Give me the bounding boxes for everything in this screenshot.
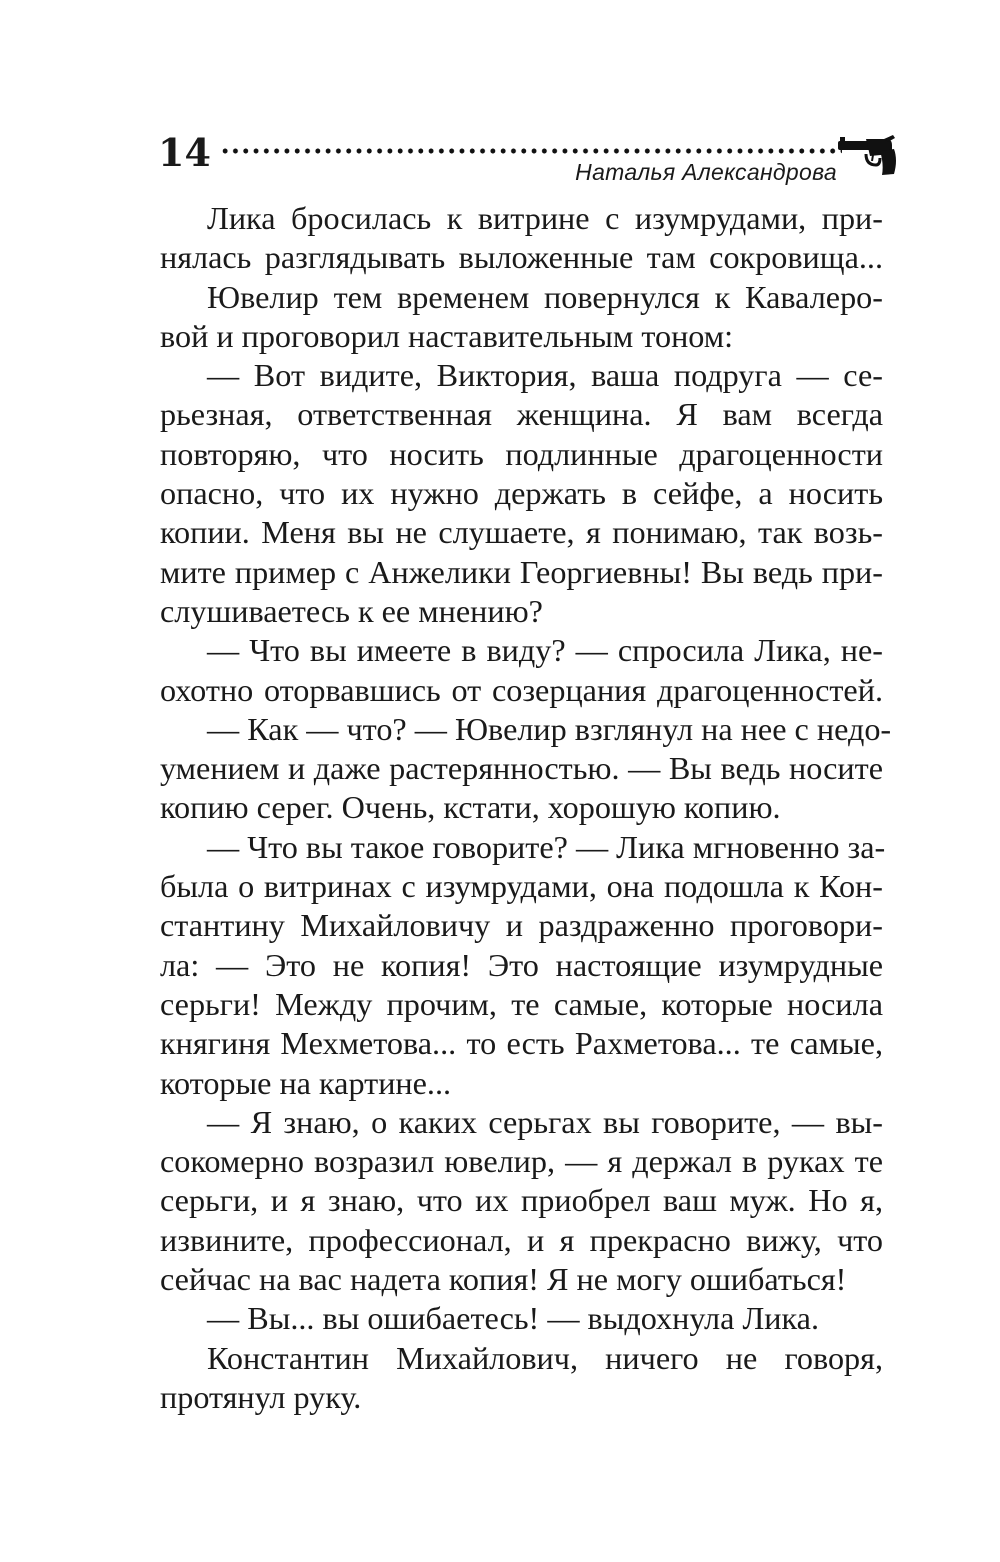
text-line: опасно, что их нужно держать в сейфе, а носить bbox=[160, 475, 883, 512]
text-line: извините, профессионал, и я прекрасно вижу, что bbox=[160, 1221, 883, 1258]
text-line: повторяю, что носить подлинные драгоценности bbox=[160, 435, 883, 472]
text-line: умением и даже растерянностью. — Вы ведь носите bbox=[160, 750, 883, 787]
text-line: охотно оторвавшись от созерцания драгоценностей. bbox=[160, 671, 883, 708]
text-line: стантину Михайловичу и раздраженно проговори- bbox=[160, 907, 883, 944]
text-line: которые на картине... bbox=[160, 1064, 452, 1101]
header-dotted-rule bbox=[220, 145, 842, 157]
text-line: копию серег. Очень, кстати, хорошую копию. bbox=[160, 789, 781, 826]
text-line: Лика бросилась к витрине с изумрудами, при- bbox=[207, 200, 883, 236]
text-line: нялась разглядывать выложенные там сокровища... bbox=[160, 239, 883, 276]
text-line: мите пример с Анжелики Георгиевны! Вы ведь при- bbox=[160, 553, 883, 590]
text-line: сокомерно возразил ювелир, — я держал в руках те bbox=[160, 1143, 883, 1180]
text-line: — Вот видите, Виктория, ваша подруга — се- bbox=[207, 357, 883, 394]
text-line: — Вы... вы ошибаетесь! — выдохнула Лика. bbox=[207, 1300, 819, 1337]
text-line: копии. Меня вы не слушаете, я понимаю, так возь- bbox=[160, 514, 883, 551]
text-line: сейчас на вас надета копия! Я не могу ошибаться! bbox=[160, 1261, 847, 1298]
text-line: — Что вы имеете в виду? — спросила Лика, не- bbox=[207, 632, 883, 669]
text-line: рьезная, ответственная женщина. Я вам всегда bbox=[160, 396, 883, 433]
text-line: — Что вы такое говорите? — Лика мгновенно за- bbox=[207, 828, 886, 865]
text-line: была о витринах с изумрудами, она подошла к Кон- bbox=[160, 868, 883, 905]
text-line: серьги, и я знаю, что их приобрел ваш муж. Но я, bbox=[160, 1182, 883, 1219]
text-line: протянул руку. bbox=[160, 1378, 362, 1415]
text-line: княгиня Мехметова... то есть Рахметова... те самые, bbox=[160, 1025, 883, 1062]
page-number: 14 bbox=[158, 130, 211, 175]
author-name: Наталья Александрова bbox=[575, 159, 837, 185]
page-text bbox=[160, 199, 892, 1417]
text-line: серьги! Между прочим, те самые, которые носила bbox=[160, 985, 883, 1022]
text-line: ла: — Это не копия! Это настоящие изумрудные bbox=[160, 946, 883, 983]
text-line: Константин Михайлович, ничего не говоря, bbox=[207, 1339, 883, 1376]
text-line: — Как — что? — Ювелир взглянул на нее с недо- bbox=[207, 710, 892, 747]
text-line: — Я знаю, о каких серьгах вы говорите, — вы- bbox=[207, 1103, 883, 1140]
pistol-icon bbox=[836, 134, 898, 176]
text-line: вой и проговорил наставительным тоном: bbox=[160, 317, 734, 354]
text-line: Ювелир тем временем повернулся к Кавалеро- bbox=[207, 278, 883, 315]
text-line: слушиваетесь к ее мнению? bbox=[160, 592, 543, 629]
